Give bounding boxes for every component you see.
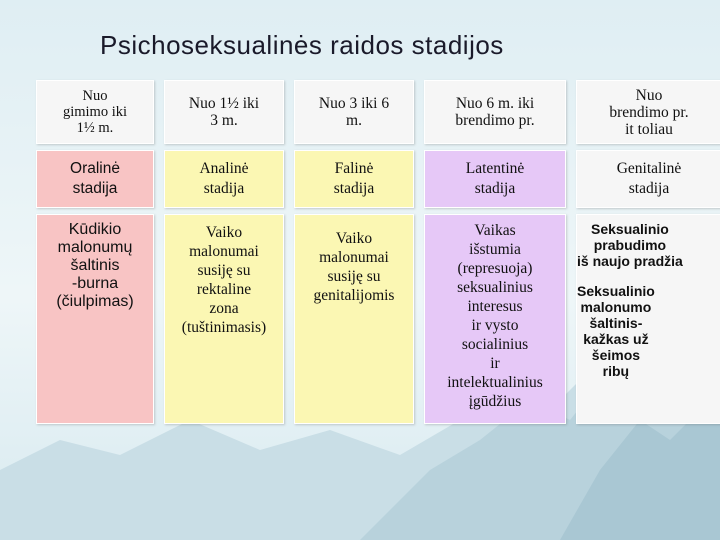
stage-cell-genital: Genitalinė stadija xyxy=(576,150,720,208)
description-cell-anal: Vaiko malonumai susiję su rektaline zona (tuštinimasis) xyxy=(164,214,284,424)
stages-table xyxy=(36,80,720,424)
stage-cell-anal: Analinė stadija xyxy=(164,150,284,208)
description-cell-latent: Vaikas išstumia (represuoja) seksualinius interesus ir vysto socialinius ir intelektualinius įgūdžius xyxy=(424,214,566,424)
age-cell-phallic: Nuo 3 iki 6 m. xyxy=(294,80,414,144)
stage-cell-phallic: Falinė stadija xyxy=(294,150,414,208)
description-cell-phallic: Vaiko malonumai susiję su genitalijomis xyxy=(294,214,414,424)
slide-title: Psichoseksualinės raidos stadijos xyxy=(100,30,504,60)
stage-cell-oral: Oralinė stadija xyxy=(36,150,154,208)
stage-cell-latent: Latentinė stadija xyxy=(424,150,566,208)
age-cell-oral: Nuo gimimo iki 1½ m. xyxy=(36,80,154,144)
age-cell-anal: Nuo 1½ iki 3 m. xyxy=(164,80,284,144)
description-cell-oral: Kūdikio malonumų šaltinis -burna (čiulpimas) xyxy=(36,214,154,424)
age-cell-latent: Nuo 6 m. iki brendimo pr. xyxy=(424,80,566,144)
description-cell-genital xyxy=(576,214,720,424)
genital-pleasure-source-text: Seksualinio malonumo šaltinis- kažkas už šeimos ribų xyxy=(577,283,655,379)
genital-awakening-text: Seksualinio prabudimo iš naujo pradžia xyxy=(577,221,683,269)
age-cell-genital: Nuo brendimo pr. it toliau xyxy=(576,80,720,144)
